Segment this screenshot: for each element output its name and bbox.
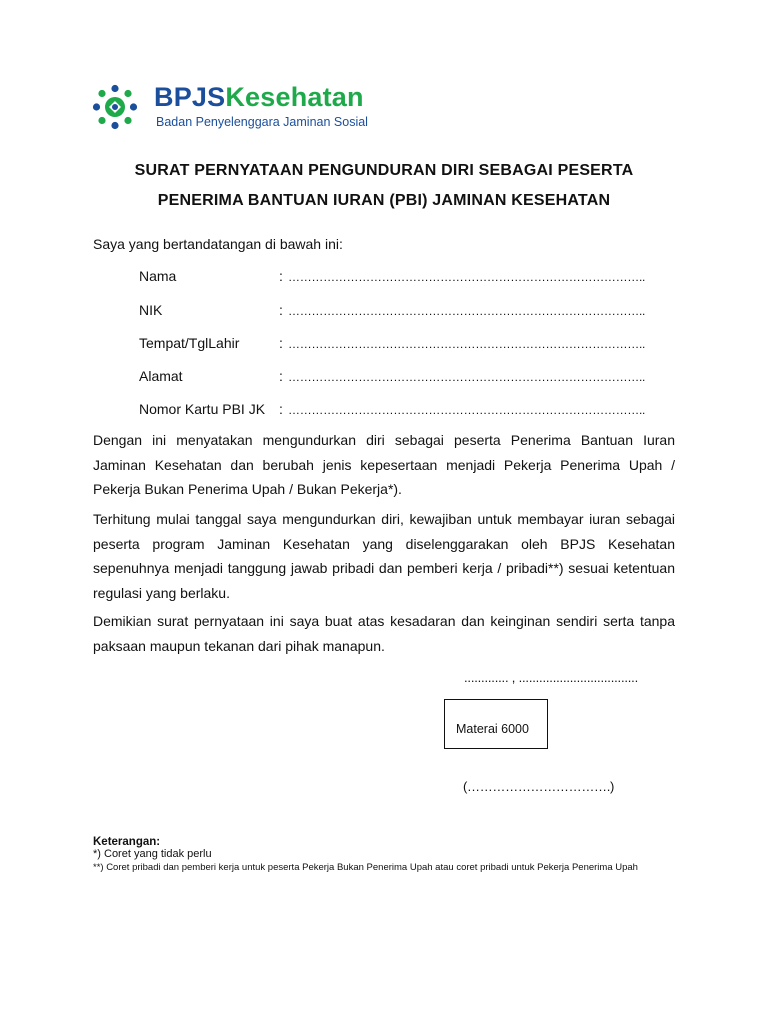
brand-name (154, 82, 364, 113)
paragraph-declaration: Dengan ini menyatakan mengundurkan diri sebagai peserta Penerima Bantuan Iuran Jaminan Kesehatan dan berubah jenis kepesertaan menjadi Pekerja Penerima Upah / Pekerja Bukan Penerima Upah / Bukan Pekerja*). (93, 432, 675, 497)
bpjs-logo (92, 84, 392, 134)
field-tempat-tgl-lahir (139, 335, 679, 355)
note-2: **) Coret pribadi dan pemberi kerja untuk peserta Pekerja Bukan Penerima Upah atau coret pribadi untuk Pekerja Penerima Upah (93, 862, 638, 873)
field-nama (139, 268, 679, 288)
field-blank: ……………………………………………………………………………….. (288, 337, 646, 351)
field-label: Tempat/TglLahir (139, 335, 240, 351)
field-colon: : (279, 302, 283, 318)
field-label: Nama (139, 268, 177, 284)
brand-name-kesehatan: Kesehatan (225, 82, 364, 112)
note-1: *) Coret yang tidak perlu (93, 848, 212, 860)
paragraph-obligation: Terhitung mulai tanggal saya mengundurkan diri, kewajiban untuk membayar iuran sebagai peserta program Jaminan Kesehatan yang diselenggarakan oleh BPJS Kesehatan sepenuhnya menjadi tanggung jawab pribadi dan pemberi kerja / pribadi**) sesuai ketentuan regulasi yang berlaku. (93, 511, 675, 601)
field-label: Nomor Kartu PBI JK (139, 401, 266, 417)
brand-name-bpjs: BPJS (154, 82, 226, 112)
field-alamat (139, 368, 679, 388)
field-blank: ……………………………………………………………………………….. (288, 304, 646, 318)
place-date-line: ............. , ................................... (464, 670, 639, 685)
field-blank: ……………………………………………………………………………….. (288, 270, 646, 284)
field-colon: : (279, 268, 283, 284)
field-nik (139, 302, 679, 322)
intro-text: Saya yang bertandatangan di bawah ini: (93, 236, 343, 252)
field-blank: ……………………………………………………………………………….. (288, 370, 646, 384)
notes-heading: Keterangan: (93, 836, 161, 848)
field-label: NIK (139, 302, 163, 318)
bpjs-emblem-icon (92, 84, 138, 130)
brand-subtitle: Badan Penyelenggara Jaminan Sosial (156, 115, 368, 129)
signature-name-line: (…………………………….) (463, 779, 615, 794)
paragraph-closing: Demikian surat pernyataan ini saya buat atas kesadaran dan keinginan sendiri serta tanpa paksaan maupun tekanan dari pihak manapun. (93, 613, 675, 654)
field-blank: ……………………………………………………………………………….. (288, 403, 646, 417)
document-title-line-1: SURAT PERNYATAAN PENGUNDURAN DIRI SEBAGAI PESERTA (134, 162, 634, 179)
stamp-box (444, 699, 548, 749)
stamp-label: Materai 6000 (456, 722, 529, 736)
field-nomor-kartu-pbi (139, 401, 679, 421)
field-colon: : (279, 401, 283, 417)
document-title-line-2: PENERIMA BANTUAN IURAN (PBI) JAMINAN KESEHATAN (157, 192, 611, 209)
field-label: Alamat (139, 368, 183, 384)
field-colon: : (279, 335, 283, 351)
notes-section (93, 836, 653, 875)
field-colon: : (279, 368, 283, 384)
